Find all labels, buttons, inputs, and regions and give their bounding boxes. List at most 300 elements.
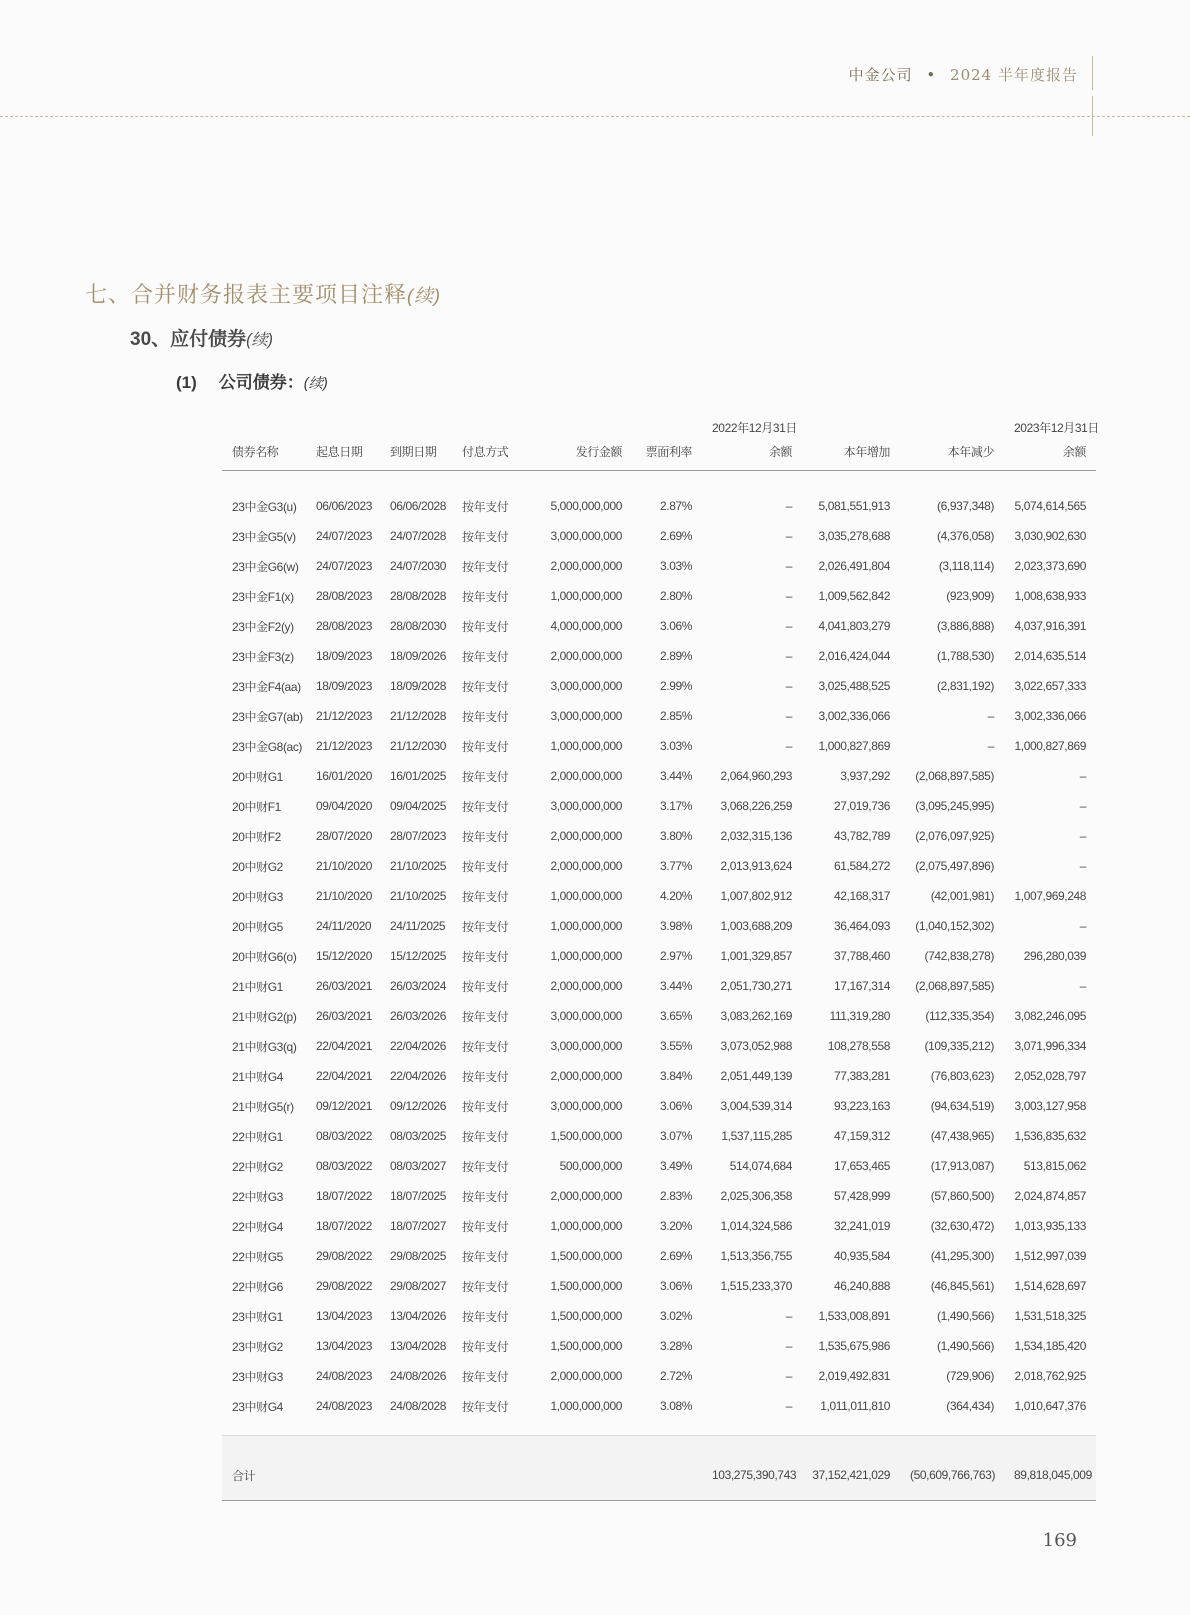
table-cell: 2.80% bbox=[660, 589, 693, 603]
table-cell: 2,019,492,831 bbox=[818, 1369, 891, 1383]
table-cell: 3.28% bbox=[660, 1339, 693, 1353]
table-cell: 18/09/2028 bbox=[390, 679, 447, 693]
table-cell: 2,064,960,293 bbox=[720, 769, 793, 783]
subsubsection-number: (1) bbox=[176, 373, 197, 392]
table-cell: 3.08% bbox=[660, 1399, 693, 1413]
table-cell: (32,630,472) bbox=[930, 1219, 995, 1233]
table-cell: 09/04/2025 bbox=[390, 799, 447, 813]
table-cell: 1,000,000,000 bbox=[550, 889, 622, 903]
section-title bbox=[85, 278, 441, 309]
table-cell: 23中财G1 bbox=[232, 1309, 283, 1324]
table-row bbox=[222, 1391, 1096, 1421]
table-cell: 按年支付 bbox=[462, 859, 509, 874]
table-cell: 按年支付 bbox=[462, 1219, 509, 1234]
table-cell: 1,008,638,933 bbox=[1014, 589, 1087, 603]
table-row bbox=[222, 641, 1096, 671]
table-cell: 20中财G2 bbox=[232, 859, 283, 874]
table-cell: 2,013,913,624 bbox=[720, 859, 793, 873]
table-cell: – bbox=[1079, 919, 1087, 933]
table-cell: 3.06% bbox=[660, 619, 693, 633]
table-cell: 3,000,000,000 bbox=[550, 529, 622, 543]
table-cell: 3,082,246,095 bbox=[1014, 1009, 1087, 1023]
table-cell: 1,533,008,891 bbox=[818, 1309, 891, 1323]
table-cell: 3.44% bbox=[660, 769, 693, 783]
table-body bbox=[222, 471, 1096, 1501]
table-row bbox=[222, 941, 1096, 971]
table-cell: 1,513,356,755 bbox=[720, 1249, 793, 1263]
table-cell: 按年支付 bbox=[462, 799, 509, 814]
table-cell: 22中财G5 bbox=[232, 1249, 283, 1264]
table-cell: 3.20% bbox=[660, 1219, 693, 1233]
table-cell: 1,009,562,842 bbox=[818, 589, 891, 603]
table-row bbox=[222, 1271, 1096, 1301]
table-cell: 2,052,028,797 bbox=[1014, 1069, 1087, 1083]
table-cell: (3,118,114) bbox=[938, 559, 995, 573]
table-cell: 1,001,329,857 bbox=[720, 949, 793, 963]
table-cell: 按年支付 bbox=[462, 949, 509, 964]
table-row bbox=[222, 1211, 1096, 1241]
table-cell: 按年支付 bbox=[462, 1399, 509, 1414]
table-cell: 1,000,000,000 bbox=[550, 739, 622, 753]
table-cell: 23中金F4(aa) bbox=[232, 679, 301, 694]
table-cell: 2,000,000,000 bbox=[550, 649, 622, 663]
table-cell: 23中财G4 bbox=[232, 1399, 283, 1414]
column-header: 本年减少 bbox=[900, 436, 1004, 471]
table-row bbox=[222, 1241, 1096, 1271]
table-cell: (2,076,097,925) bbox=[915, 829, 995, 843]
table-cell: 1,007,802,912 bbox=[720, 889, 793, 903]
table-cell: 1,000,827,869 bbox=[1014, 739, 1087, 753]
total-increase: 37,152,421,029 bbox=[802, 1450, 900, 1501]
table-cell: 18/07/2022 bbox=[316, 1189, 373, 1203]
total-balance-2023: 89,818,045,009 bbox=[1004, 1450, 1096, 1501]
page-header bbox=[849, 64, 1078, 85]
table-cell: 2.83% bbox=[660, 1189, 693, 1203]
table-cell: 26/03/2024 bbox=[390, 979, 447, 993]
table-cell: (729,906) bbox=[946, 1369, 995, 1383]
table-cell: 24/07/2023 bbox=[316, 529, 373, 543]
table-cell: 按年支付 bbox=[462, 1369, 509, 1384]
table-cell: 77,383,281 bbox=[833, 1069, 891, 1083]
column-header: 到期日期 bbox=[380, 436, 452, 471]
table-cell: 按年支付 bbox=[462, 1039, 509, 1054]
table-row bbox=[222, 851, 1096, 881]
table-cell: 按年支付 bbox=[462, 1159, 509, 1174]
table-cell: 111,319,280 bbox=[829, 1009, 891, 1023]
header-balance-2022: 2022年12月31日 bbox=[712, 421, 798, 435]
table-cell: – bbox=[987, 709, 995, 723]
table-cell: 20中财G3 bbox=[232, 889, 283, 904]
table-cell: (364,434) bbox=[946, 1399, 995, 1413]
table-cell: 按年支付 bbox=[462, 559, 509, 574]
table-row bbox=[222, 521, 1096, 551]
table-cell: 3,002,336,066 bbox=[1014, 709, 1087, 723]
table-cell: 1,000,000,000 bbox=[550, 589, 622, 603]
table-cell: 21/12/2023 bbox=[316, 709, 373, 723]
total-row bbox=[222, 1450, 1096, 1501]
table-cell: 按年支付 bbox=[462, 1309, 509, 1324]
table-cell: – bbox=[785, 619, 793, 633]
table-cell: 1,531,518,325 bbox=[1014, 1309, 1087, 1323]
table-row bbox=[222, 761, 1096, 791]
table-cell: 21/10/2020 bbox=[316, 859, 373, 873]
table-cell: 57,428,999 bbox=[833, 1189, 891, 1203]
table-cell: 2,000,000,000 bbox=[550, 1369, 622, 1383]
table-cell: 21中财G1 bbox=[232, 979, 283, 994]
total-decrease: (50,609,766,763) bbox=[900, 1450, 1004, 1501]
column-header: 发行金额 bbox=[520, 436, 632, 471]
table-cell: 3.06% bbox=[660, 1099, 693, 1113]
table-cell: 46,240,888 bbox=[833, 1279, 891, 1293]
table-cell: 3.98% bbox=[660, 919, 693, 933]
table-cell: (47,438,965) bbox=[930, 1129, 995, 1143]
table-cell: 2,018,762,925 bbox=[1014, 1369, 1087, 1383]
table-cell: 1,500,000,000 bbox=[550, 1339, 622, 1353]
table-cell: 按年支付 bbox=[462, 679, 509, 694]
table-cell: 3,937,292 bbox=[840, 769, 891, 783]
table-cell: 5,074,614,565 bbox=[1014, 499, 1087, 513]
table-cell: 1,000,000,000 bbox=[550, 949, 622, 963]
subsection-title-text: 30、应付债券 bbox=[130, 329, 247, 350]
table-cell: 1,537,115,285 bbox=[721, 1129, 793, 1143]
table-cell: 3.65% bbox=[660, 1009, 693, 1023]
table-cell: 28/07/2020 bbox=[316, 829, 373, 843]
table-cell: (923,909) bbox=[946, 589, 995, 603]
table-cell: 21中财G5(r) bbox=[232, 1099, 294, 1114]
table-cell: 1,003,688,209 bbox=[720, 919, 793, 933]
table-cell: 1,007,969,248 bbox=[1014, 889, 1087, 903]
table-cell: – bbox=[785, 709, 793, 723]
subsubsection-title bbox=[176, 368, 328, 393]
table-cell: 17,653,465 bbox=[833, 1159, 891, 1173]
table-cell: 2,000,000,000 bbox=[550, 979, 622, 993]
table-cell: 500,000,000 bbox=[559, 1159, 622, 1173]
table-cell: – bbox=[785, 649, 793, 663]
table-cell: 47,159,312 bbox=[833, 1129, 891, 1143]
table-cell: 2.72% bbox=[660, 1369, 693, 1383]
table-cell: (1,040,152,302) bbox=[915, 919, 995, 933]
table-cell: 1,500,000,000 bbox=[550, 1279, 622, 1293]
table-cell: – bbox=[987, 739, 995, 753]
table-cell: 1,500,000,000 bbox=[550, 1309, 622, 1323]
table-cell: 4,000,000,000 bbox=[550, 619, 622, 633]
table-cell: 21/12/2028 bbox=[390, 709, 447, 723]
table-row bbox=[222, 551, 1096, 581]
table-row bbox=[222, 1181, 1096, 1211]
table-cell: (57,860,500) bbox=[930, 1189, 995, 1203]
table-cell: 3,000,000,000 bbox=[550, 799, 622, 813]
table-cell: 28/08/2023 bbox=[316, 589, 373, 603]
table-cell: – bbox=[785, 499, 793, 513]
table-cell: 1,534,185,420 bbox=[1014, 1339, 1087, 1353]
table-cell: 2.69% bbox=[660, 1249, 693, 1263]
column-header: 票面利率 bbox=[632, 436, 702, 471]
table-cell: 21/12/2030 bbox=[390, 739, 447, 753]
table-cell: 24/07/2030 bbox=[390, 559, 447, 573]
table-row bbox=[222, 1091, 1096, 1121]
table-cell: 22/04/2026 bbox=[390, 1039, 447, 1053]
table-row bbox=[222, 1061, 1096, 1091]
section-title-cont: (续) bbox=[407, 285, 442, 306]
table-cell: 18/07/2025 bbox=[390, 1189, 447, 1203]
table-row bbox=[222, 791, 1096, 821]
table-cell: 23中金F3(z) bbox=[232, 649, 294, 664]
table-cell: 23中金G6(w) bbox=[232, 559, 299, 574]
table-cell: 22中财G4 bbox=[232, 1219, 283, 1234]
table-cell: 2,000,000,000 bbox=[550, 769, 622, 783]
table-cell: 按年支付 bbox=[462, 619, 509, 634]
table-cell: 3.80% bbox=[660, 829, 693, 843]
table-cell: 2,016,424,044 bbox=[818, 649, 891, 663]
table-cell: 按年支付 bbox=[462, 1339, 509, 1354]
table-cell: 24/08/2023 bbox=[316, 1399, 373, 1413]
table-cell: 2.85% bbox=[660, 709, 693, 723]
table-cell: 08/03/2027 bbox=[390, 1159, 447, 1173]
table-cell: – bbox=[1079, 859, 1087, 873]
table-cell: 17,167,314 bbox=[833, 979, 891, 993]
table-cell: (17,913,087) bbox=[930, 1159, 995, 1173]
table-cell: – bbox=[785, 679, 793, 693]
table-cell: (41,295,300) bbox=[930, 1249, 995, 1263]
header-balance-2023: 2023年12月31日 bbox=[1014, 421, 1100, 435]
table-cell: 按年支付 bbox=[462, 829, 509, 844]
table-cell: 3.49% bbox=[660, 1159, 693, 1173]
table-cell: 24/11/2025 bbox=[390, 919, 446, 933]
table-cell: 3,002,336,066 bbox=[818, 709, 891, 723]
table-cell: 29/08/2022 bbox=[316, 1279, 373, 1293]
table-cell: 1,536,835,632 bbox=[1014, 1129, 1087, 1143]
table-cell: – bbox=[1079, 829, 1087, 843]
table-cell: 3.03% bbox=[660, 559, 693, 573]
table-cell: 23中财G3 bbox=[232, 1369, 283, 1384]
table-cell: 29/08/2027 bbox=[390, 1279, 447, 1293]
table-cell: (2,068,897,585) bbox=[915, 769, 995, 783]
table-cell: (112,335,354) bbox=[925, 1009, 995, 1023]
table-cell: 22中财G2 bbox=[232, 1159, 283, 1174]
table-cell: 23中金G3(u) bbox=[232, 499, 297, 514]
table-row bbox=[222, 911, 1096, 941]
table-cell: 20中财F1 bbox=[232, 799, 281, 814]
table-cell: 32,241,019 bbox=[833, 1219, 891, 1233]
table-cell: 3.77% bbox=[660, 859, 693, 873]
table-cell: 23中金G7(ab) bbox=[232, 709, 303, 724]
table-cell: 513,815,062 bbox=[1023, 1159, 1087, 1173]
table-cell: 21中财G3(q) bbox=[232, 1039, 297, 1054]
table-cell: 3,068,226,259 bbox=[720, 799, 793, 813]
table-row bbox=[222, 611, 1096, 641]
table-cell: 按年支付 bbox=[462, 769, 509, 784]
table-cell: 1,010,647,376 bbox=[1014, 1399, 1087, 1413]
table-cell: 按年支付 bbox=[462, 919, 509, 934]
table-cell: 27,019,736 bbox=[833, 799, 891, 813]
table-cell: 按年支付 bbox=[462, 1279, 509, 1294]
table-cell: – bbox=[785, 529, 793, 543]
table-cell: 296,280,039 bbox=[1023, 949, 1087, 963]
table-cell: – bbox=[1079, 769, 1087, 783]
total-balance-2022: 103,275,390,743 bbox=[702, 1450, 802, 1501]
table-cell: 21/10/2025 bbox=[390, 859, 447, 873]
subsection-title-cont: (续) bbox=[246, 331, 274, 349]
table-cell: 按年支付 bbox=[462, 1069, 509, 1084]
table-cell: – bbox=[785, 1309, 793, 1323]
table-row bbox=[222, 1001, 1096, 1031]
column-header: 本年增加 bbox=[802, 436, 900, 471]
table-cell: 13/04/2023 bbox=[316, 1339, 373, 1353]
table-cell: 22中财G3 bbox=[232, 1189, 283, 1204]
table-cell: (742,838,278) bbox=[924, 949, 995, 963]
table-cell: 按年支付 bbox=[462, 979, 509, 994]
table-cell: 18/09/2023 bbox=[316, 649, 373, 663]
table-cell: 1,014,324,586 bbox=[720, 1219, 793, 1233]
table-cell: 08/03/2025 bbox=[390, 1129, 447, 1143]
table-cell: 1,000,000,000 bbox=[550, 919, 622, 933]
table-cell: 1,000,000,000 bbox=[550, 1399, 622, 1413]
table-cell: (2,068,897,585) bbox=[915, 979, 995, 993]
section-title-text: 七、合并财务报表主要项目注释 bbox=[85, 282, 408, 307]
table-cell: 43,782,789 bbox=[833, 829, 891, 843]
table-cell: 3.02% bbox=[660, 1309, 693, 1323]
table-cell: 24/07/2023 bbox=[316, 559, 373, 573]
table-cell: 2,000,000,000 bbox=[550, 559, 622, 573]
table-cell: 18/07/2022 bbox=[316, 1219, 373, 1233]
table-header-top-row bbox=[222, 408, 1096, 436]
table-cell: 21/10/2025 bbox=[390, 889, 447, 903]
table-cell: 3,000,000,000 bbox=[550, 709, 622, 723]
table-cell: 23中金G8(ac) bbox=[232, 739, 303, 754]
table-cell: 按年支付 bbox=[462, 889, 509, 904]
table-cell: (1,788,530) bbox=[937, 649, 995, 663]
column-header: 付息方式 bbox=[452, 436, 520, 471]
table-cell: 2,014,635,514 bbox=[1014, 649, 1087, 663]
table-cell: – bbox=[1079, 799, 1087, 813]
header-vertical-rule-lower bbox=[1092, 96, 1093, 136]
table-cell: 2,000,000,000 bbox=[550, 859, 622, 873]
table-cell: 23中财G2 bbox=[232, 1339, 283, 1354]
table-cell: 按年支付 bbox=[462, 589, 509, 604]
table-cell: 2.87% bbox=[660, 499, 693, 513]
table-cell: 按年支付 bbox=[462, 1099, 509, 1114]
table-cell: 2,000,000,000 bbox=[550, 1069, 622, 1083]
table-cell: 42,168,317 bbox=[833, 889, 891, 903]
subsubsection-title-text: 公司债券： bbox=[218, 373, 304, 392]
table-cell: 3.03% bbox=[660, 739, 693, 753]
header-report: 2024 半年度报告 bbox=[950, 66, 1078, 84]
bond-table bbox=[222, 408, 1100, 1501]
table-row bbox=[222, 1151, 1096, 1181]
table-cell: 1,000,827,869 bbox=[818, 739, 891, 753]
table-cell: 21中财G2(p) bbox=[232, 1009, 297, 1024]
table-cell: 13/04/2026 bbox=[390, 1309, 447, 1323]
table-cell: 按年支付 bbox=[462, 499, 509, 514]
table-cell: (76,803,623) bbox=[930, 1069, 995, 1083]
table-cell: 13/04/2023 bbox=[316, 1309, 373, 1323]
table-cell: (94,634,519) bbox=[930, 1099, 995, 1113]
table-cell: 3,004,539,314 bbox=[720, 1099, 793, 1113]
table-cell: 24/08/2028 bbox=[390, 1399, 447, 1413]
table-cell: (3,886,888) bbox=[937, 619, 995, 633]
table-cell: 1,000,000,000 bbox=[550, 1219, 622, 1233]
table-cell: 20中财G1 bbox=[232, 769, 283, 784]
table-row bbox=[222, 1361, 1096, 1391]
table-cell: 09/04/2020 bbox=[316, 799, 373, 813]
table-cell: 24/08/2026 bbox=[390, 1369, 447, 1383]
header-vertical-rule bbox=[1092, 56, 1093, 90]
table-cell: 22/04/2021 bbox=[316, 1039, 373, 1053]
table-cell: 2,032,315,136 bbox=[720, 829, 793, 843]
table-cell: 3,000,000,000 bbox=[550, 679, 622, 693]
table-cell: 24/11/2020 bbox=[316, 919, 372, 933]
table-cell: 13/04/2028 bbox=[390, 1339, 447, 1353]
table-cell: (1,490,566) bbox=[937, 1309, 995, 1323]
table-cell: 26/03/2026 bbox=[390, 1009, 447, 1023]
subsubsection-title-cont: (续) bbox=[303, 376, 328, 392]
table-cell: 40,935,584 bbox=[833, 1249, 891, 1263]
table-cell: 1,013,935,133 bbox=[1014, 1219, 1087, 1233]
table-cell: (1,490,566) bbox=[937, 1339, 995, 1353]
subsection-title bbox=[130, 324, 273, 351]
table-cell: 3,030,902,630 bbox=[1014, 529, 1087, 543]
table-cell: 06/06/2028 bbox=[390, 499, 447, 513]
table-row bbox=[222, 1031, 1096, 1061]
table-cell: 22/04/2026 bbox=[390, 1069, 447, 1083]
column-header: 余额 bbox=[1004, 436, 1096, 471]
table-cell: (3,095,245,995) bbox=[915, 799, 995, 813]
table-cell: 22中财G6 bbox=[232, 1279, 283, 1294]
table-cell: 06/06/2023 bbox=[316, 499, 373, 513]
table-cell: 22/04/2021 bbox=[316, 1069, 373, 1083]
table-cell: 108,278,558 bbox=[827, 1039, 891, 1053]
table-cell: 3,073,052,988 bbox=[720, 1039, 793, 1053]
table-cell: 3,000,000,000 bbox=[550, 1099, 622, 1113]
table-header-row bbox=[222, 436, 1096, 471]
table-row bbox=[222, 731, 1096, 761]
table-cell: 2.69% bbox=[660, 529, 693, 543]
table-cell: 按年支付 bbox=[462, 649, 509, 664]
table-cell: (4,376,058) bbox=[937, 529, 995, 543]
table-cell: 21/12/2023 bbox=[316, 739, 373, 753]
table-cell: 3.55% bbox=[660, 1039, 693, 1053]
table-cell: 514,074,684 bbox=[729, 1159, 793, 1173]
table-cell: 3.44% bbox=[660, 979, 693, 993]
table-cell: 21中财G4 bbox=[232, 1069, 283, 1084]
table-cell: 按年支付 bbox=[462, 709, 509, 724]
table-cell: 3,003,127,958 bbox=[1014, 1099, 1087, 1113]
table-cell: 2,024,874,857 bbox=[1014, 1189, 1087, 1203]
table-cell: 2,000,000,000 bbox=[550, 829, 622, 843]
column-header: 余额 bbox=[702, 436, 802, 471]
table-cell: 09/12/2021 bbox=[316, 1099, 373, 1113]
table-cell: 按年支付 bbox=[462, 1249, 509, 1264]
table-cell: 61,584,272 bbox=[833, 859, 891, 873]
table-cell: (2,075,497,896) bbox=[915, 859, 995, 873]
table-row bbox=[222, 1121, 1096, 1151]
table-cell: (6,937,348) bbox=[937, 499, 995, 513]
table-cell: 93,223,163 bbox=[833, 1099, 891, 1113]
table-cell: 2,023,373,690 bbox=[1014, 559, 1087, 573]
table-cell: (46,845,561) bbox=[930, 1279, 995, 1293]
table-cell: 3,000,000,000 bbox=[550, 1009, 622, 1023]
table-cell: 3,083,262,169 bbox=[720, 1009, 793, 1023]
table-cell: 按年支付 bbox=[462, 1009, 509, 1024]
column-header: 债券名称 bbox=[222, 436, 306, 471]
table-cell: 1,500,000,000 bbox=[550, 1129, 622, 1143]
total-label: 合计 bbox=[222, 1450, 306, 1501]
table-cell: 2.99% bbox=[660, 679, 693, 693]
table-cell: (2,831,192) bbox=[937, 679, 995, 693]
table-cell: 1,512,997,039 bbox=[1014, 1249, 1087, 1263]
table-cell: – bbox=[1079, 979, 1087, 993]
table-cell: 26/03/2021 bbox=[316, 1009, 373, 1023]
